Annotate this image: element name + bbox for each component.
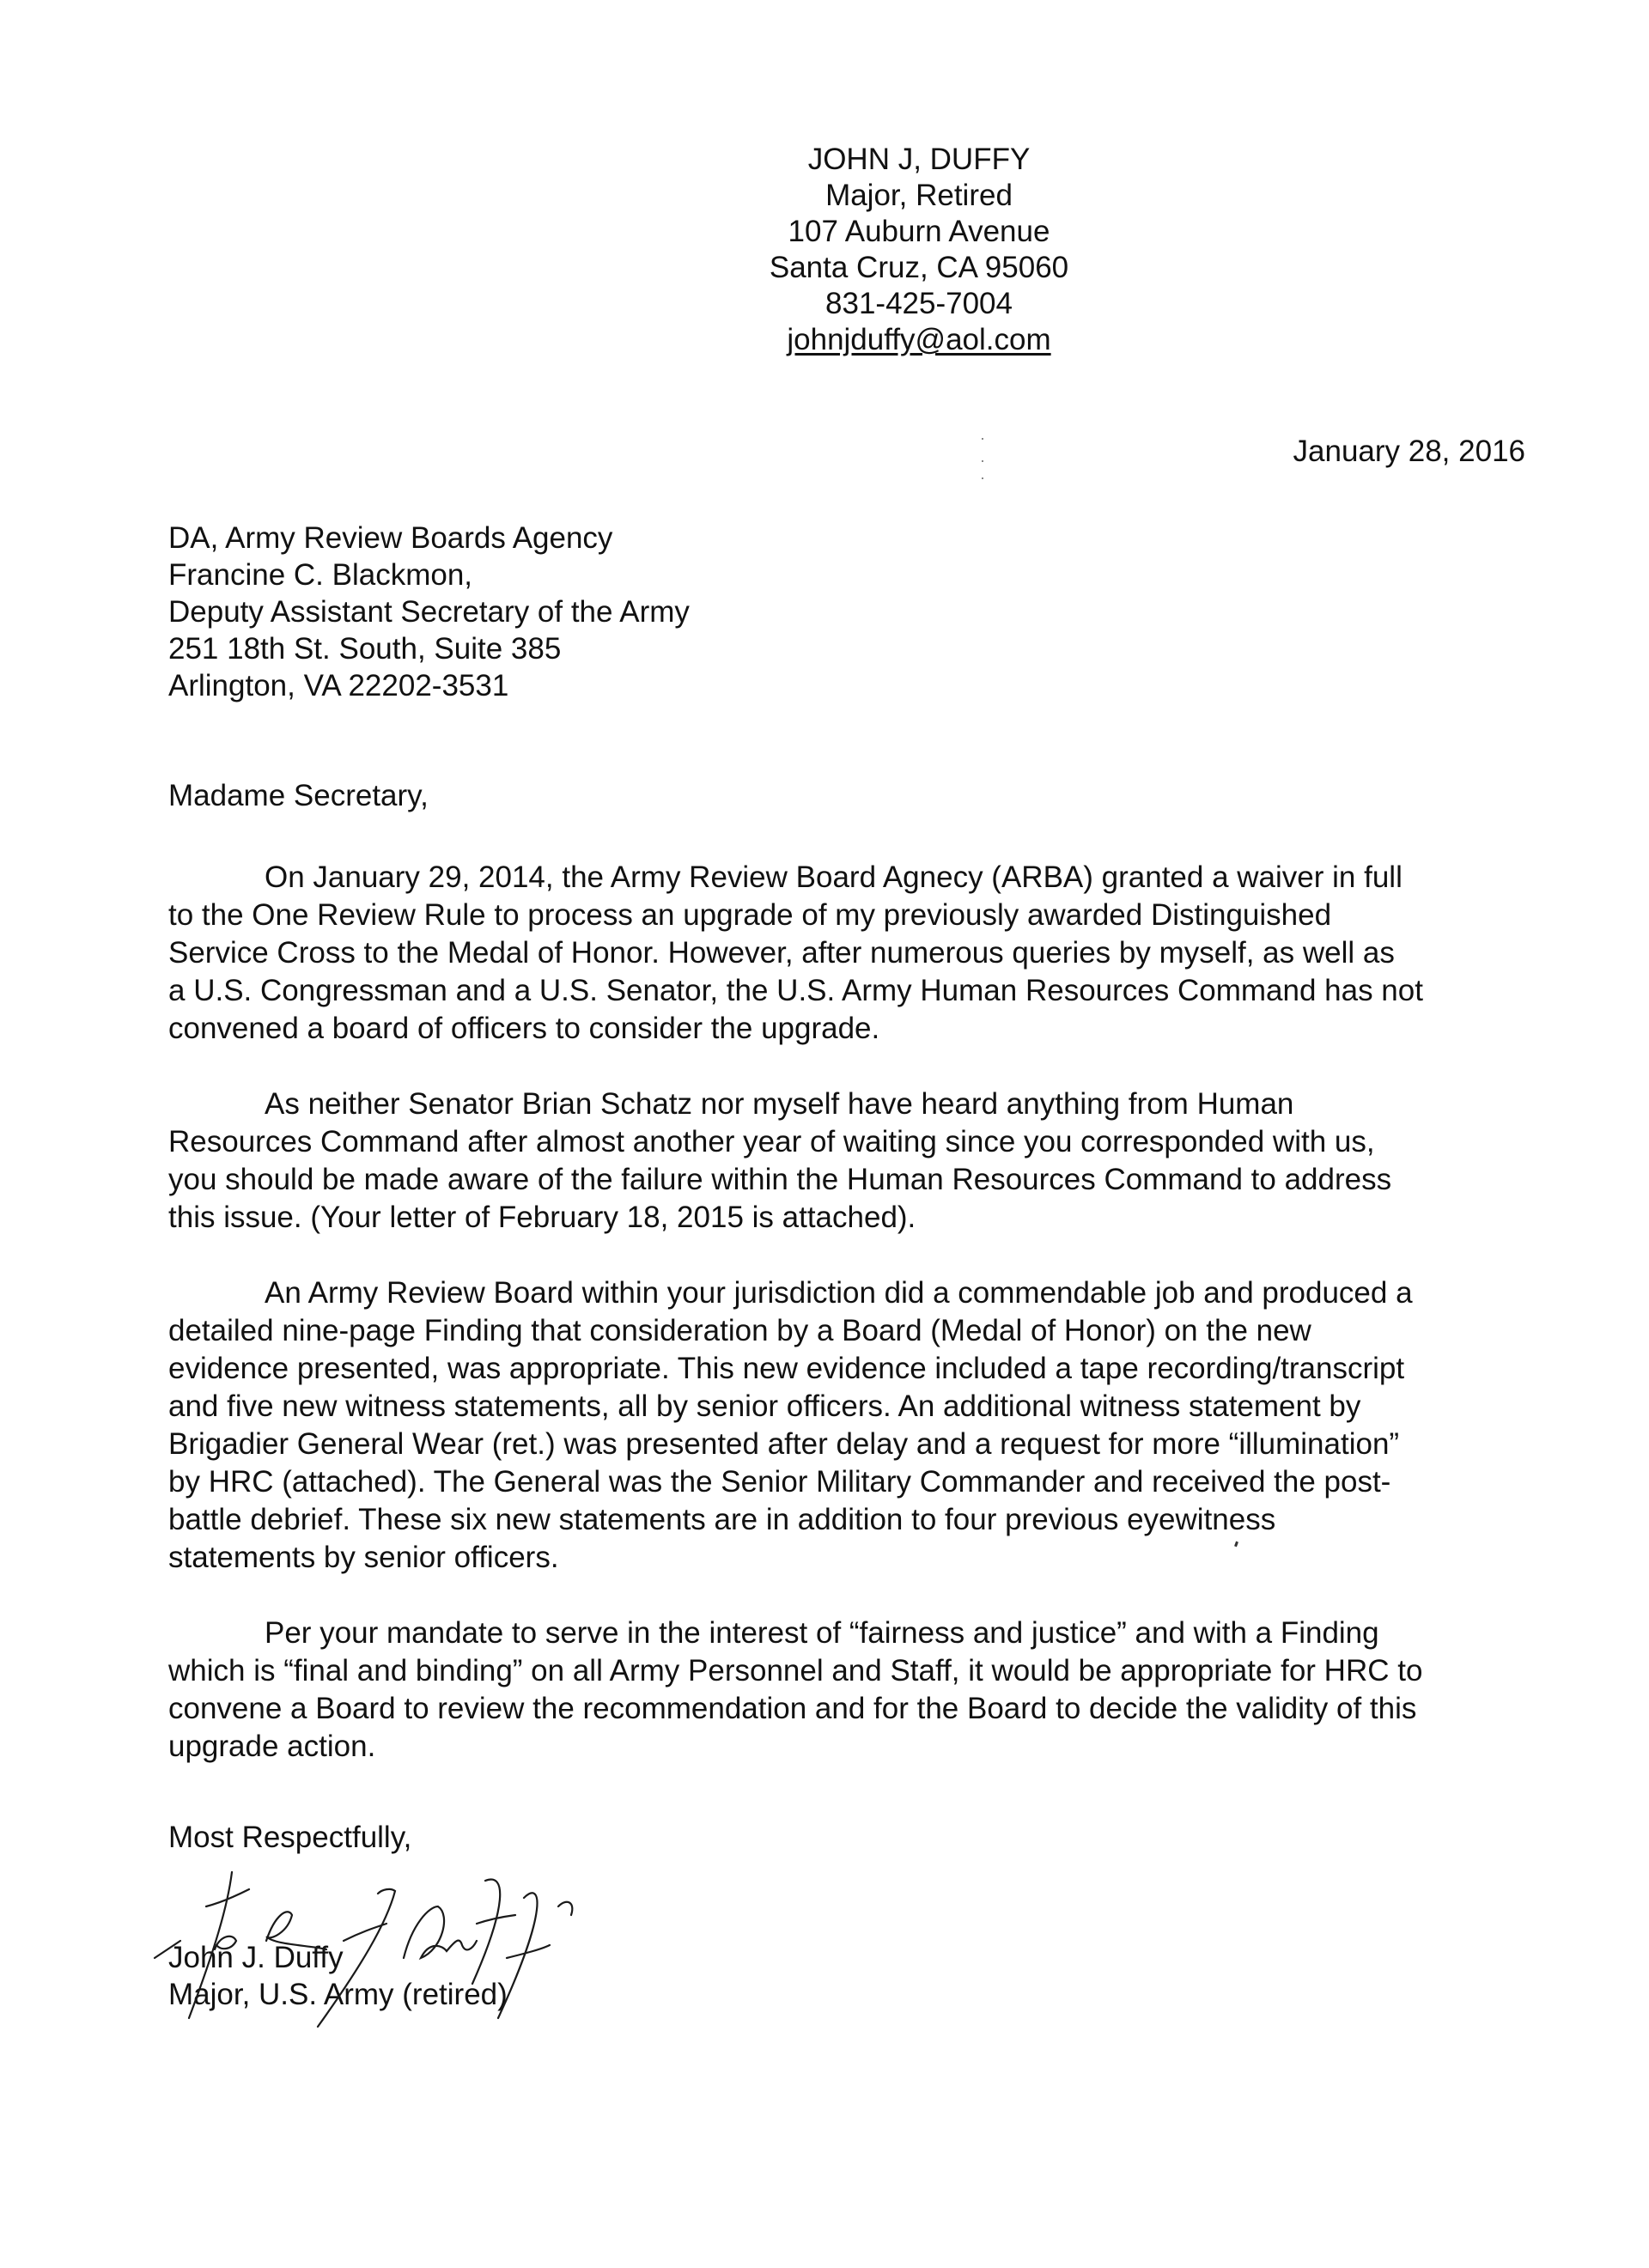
recipient-line: Arlington, VA 22202-3531: [168, 669, 509, 702]
body-line: statements by senior officers.: [168, 1541, 559, 1574]
sender-city-state-zip: Santa Cruz, CA 95060: [769, 251, 1069, 284]
sender-title: Major, Retired: [825, 179, 1013, 212]
letterhead: [601, 142, 1237, 358]
body-line: Resources Command after almost another year of waiting since you corresponded with us,: [168, 1125, 1375, 1158]
body-line: by HRC (attached). The General was the Senior Military Commander and received the post-: [168, 1465, 1391, 1499]
body-paragraph: [168, 1614, 1543, 1766]
handwritten-signature-icon: [146, 1855, 627, 2035]
sender-street: 107 Auburn Avenue: [788, 215, 1050, 248]
body-line: convened a board of officers to consider the upgrade.: [168, 1012, 880, 1045]
body-line: you should be made aware of the failure within the Human Resources Command to address: [168, 1163, 1392, 1196]
salutation: Madame Secretary,: [168, 779, 429, 812]
body-line: Service Cross to the Medal of Honor. However, after numerous queries by myself, as well as: [168, 936, 1395, 970]
body-line: On January 29, 2014, the Army Review Board Agnecy (ARBA) granted a waiver in full: [265, 860, 1403, 894]
signer-title: Major, U.S. Army (retired): [168, 1978, 508, 2011]
body-line: evidence presented, was appropriate. This new evidence included a tape recording/transcript: [168, 1352, 1405, 1385]
body-line: a U.S. Congressman and a U.S. Senator, the U.S. Army Human Resources Command has not: [168, 974, 1423, 1007]
body-paragraph: [168, 1274, 1543, 1577]
body-line: battle debrief. These six new statements are in addition to four previous eyewitness: [168, 1503, 1276, 1536]
recipient-line: Francine C. Blackmon,: [168, 558, 473, 592]
recipient-line: 251 18th St. South, Suite 385: [168, 632, 562, 666]
body-line: this issue. (Your letter of February 18, 2015 is attached).: [168, 1201, 916, 1234]
body-line: to the One Review Rule to process an upgrade of my previously awarded Distinguished: [168, 898, 1332, 932]
recipient-address: [168, 520, 690, 704]
closing: Most Respectfully,: [168, 1821, 412, 1854]
body-paragraph: [168, 859, 1543, 1048]
sender-email-link[interactable]: johnjduffy@aol.com: [787, 323, 1051, 356]
body-line: An Army Review Board within your jurisdiction did a commendable job and produced a: [265, 1276, 1413, 1310]
body-line: Brigadier General Wear (ret.) was presented after delay and a request for more “illumination”: [168, 1427, 1400, 1461]
signer-name: John J. Duffy: [168, 1941, 344, 1974]
body-line: As neither Senator Brian Schatz nor myself have heard anything from Human: [265, 1087, 1294, 1121]
body-line: upgrade action.: [168, 1730, 376, 1763]
body-line: convene a Board to review the recommendation and for the Board to decide the validity of this: [168, 1692, 1417, 1725]
body-line: and five new witness statements, all by senior officers. An additional witness statement by: [168, 1389, 1361, 1423]
body-line: Per your mandate to serve in the interest of “fairness and justice” and with a Finding: [265, 1616, 1379, 1650]
letter-date: January 28, 2016: [1293, 435, 1525, 468]
letter-body: [168, 842, 1543, 1803]
recipient-line: DA, Army Review Boards Agency: [168, 521, 613, 555]
recipient-line: Deputy Assistant Secretary of the Army: [168, 595, 690, 629]
body-paragraph: [168, 1085, 1543, 1237]
scan-artifact: [982, 438, 983, 481]
body-line: detailed nine-page Finding that consideration by a Board (Medal of Honor) on the new: [168, 1314, 1311, 1347]
body-line: which is “final and binding” on all Army Personnel and Staff, it would be appropriate for HRC to: [168, 1654, 1423, 1687]
sender-phone: 831-425-7004: [825, 287, 1013, 320]
sender-name: JOHN J, DUFFY: [807, 143, 1031, 176]
